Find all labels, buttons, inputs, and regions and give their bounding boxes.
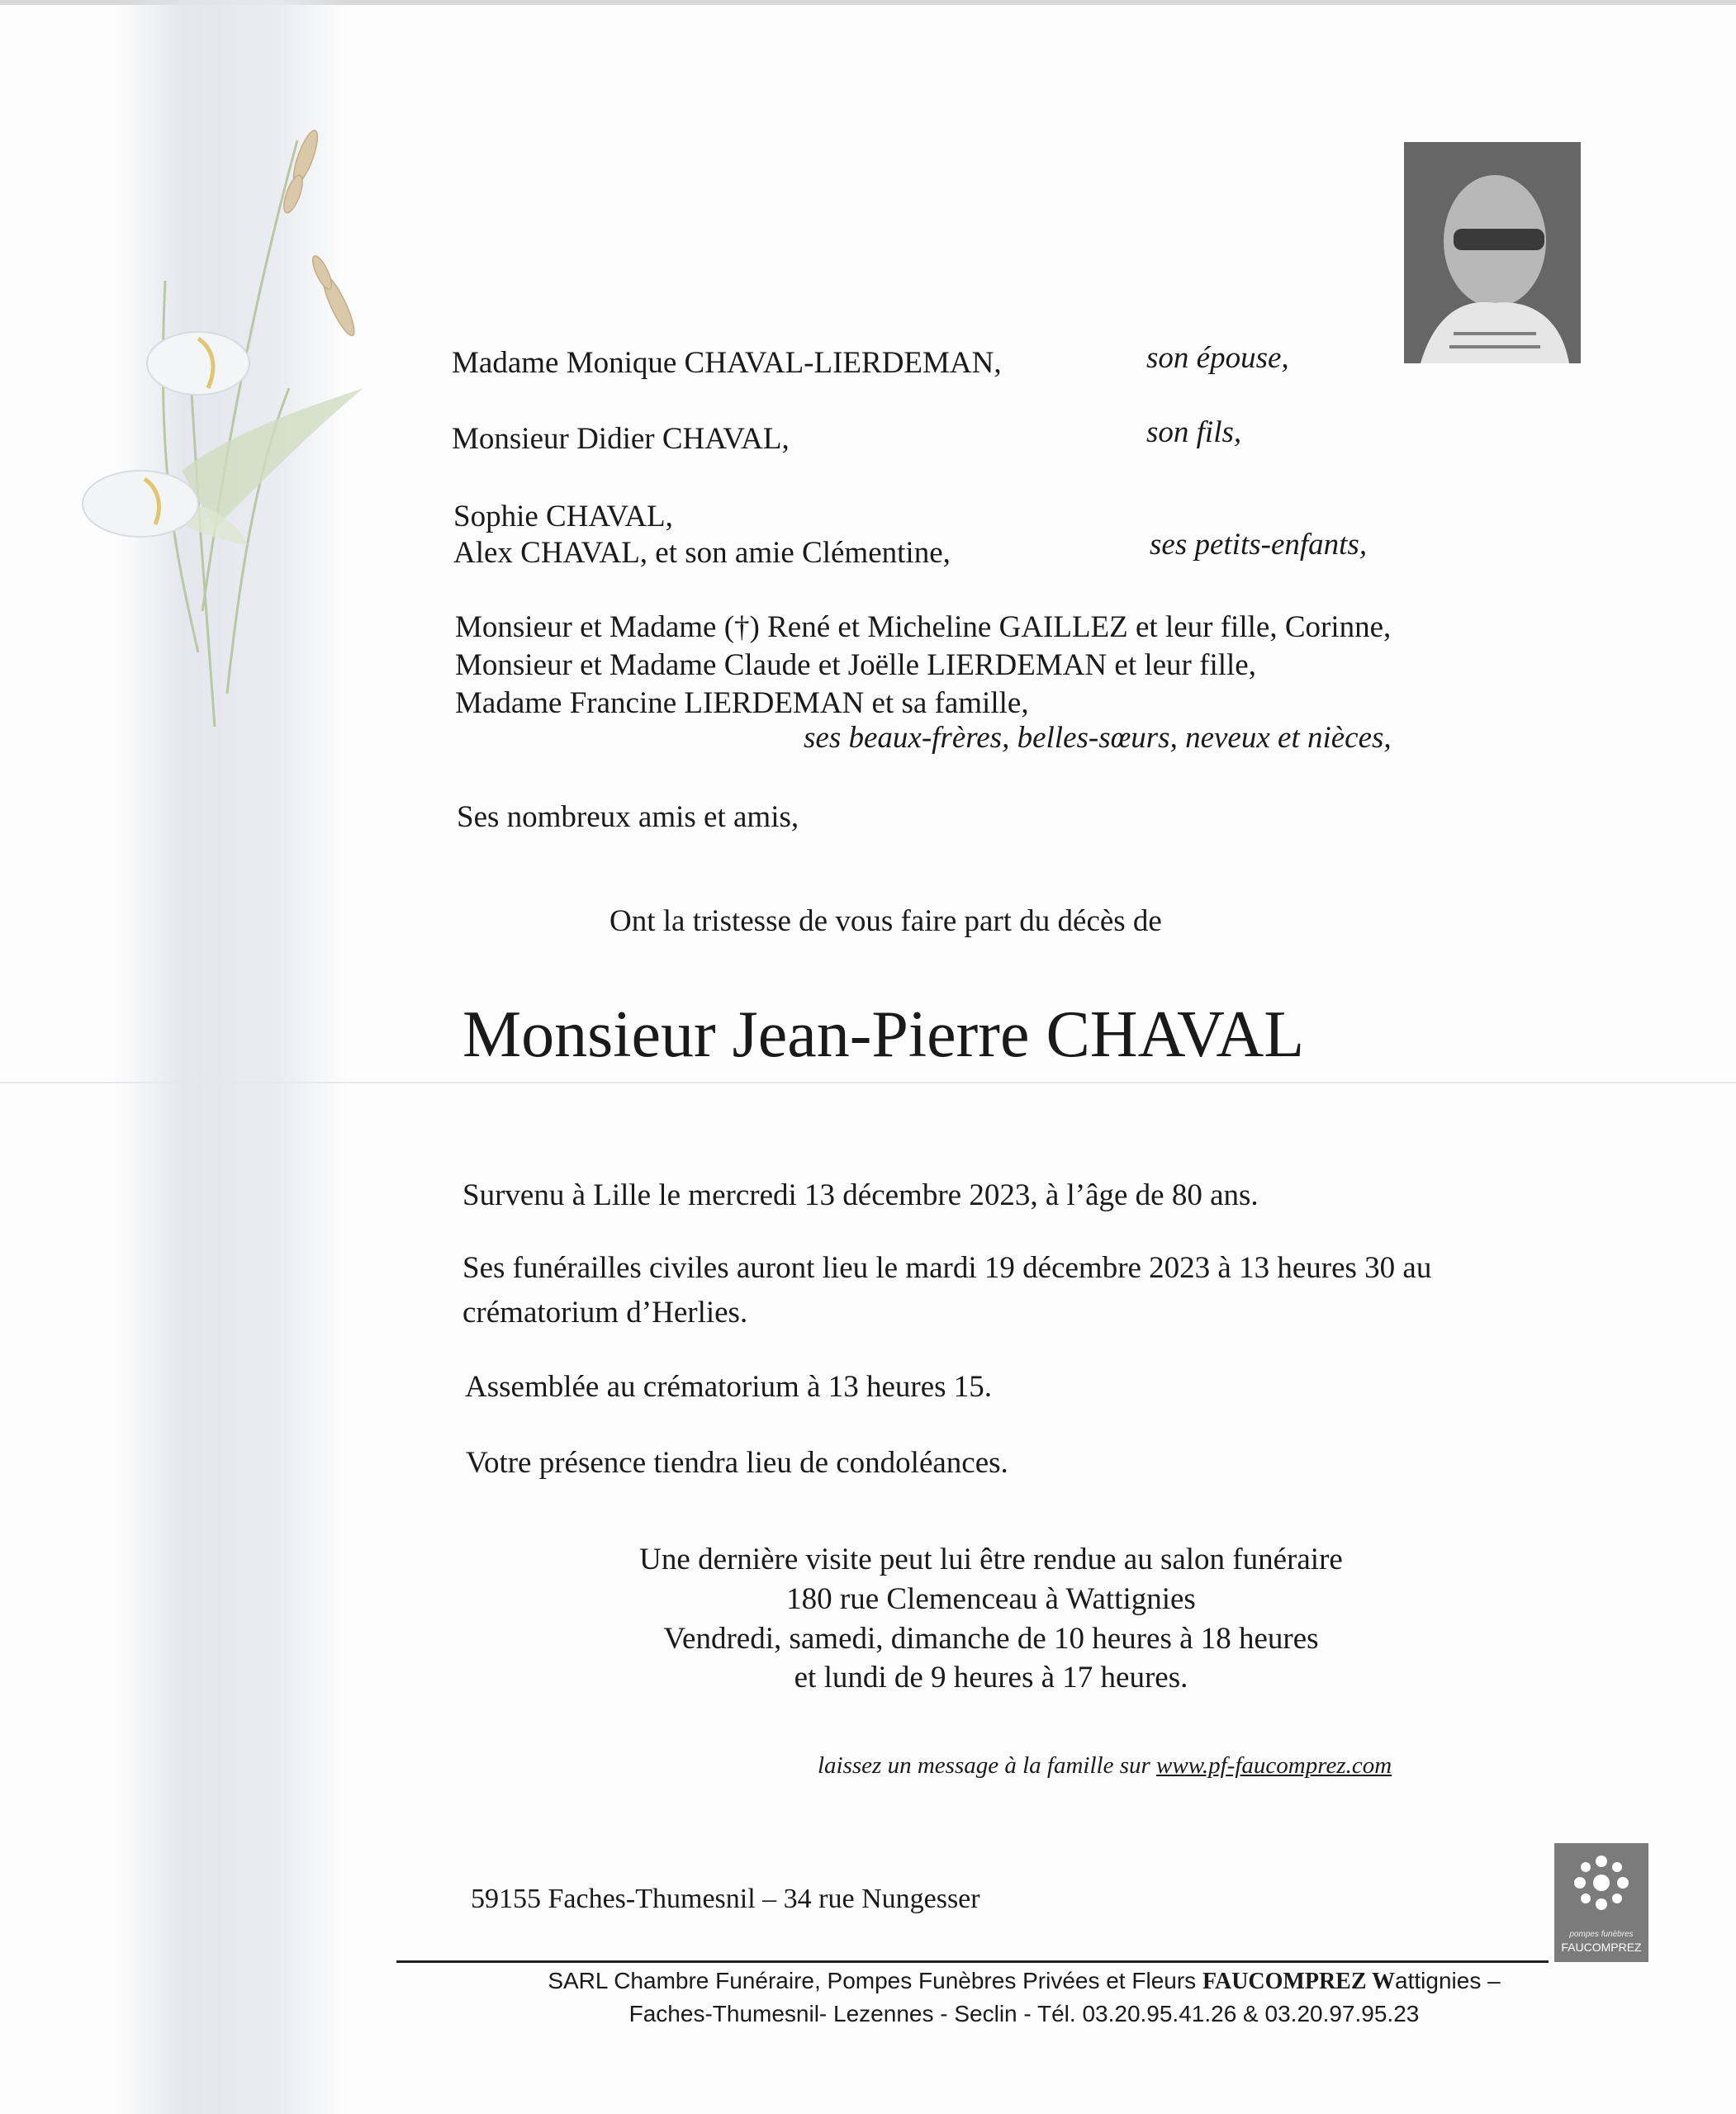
calla-lily-illustration xyxy=(58,116,405,743)
website-link[interactable]: www.pf-faucomprez.com xyxy=(1156,1752,1392,1779)
condolences-note: Votre présence tiendra lieu de condoléances. xyxy=(466,1446,1008,1480)
inlaws-relation: ses beaux-frères, belles-sœurs, neveux et nièces, xyxy=(804,721,1392,755)
deceased-name: Monsieur Jean-Pierre CHAVAL xyxy=(462,998,1305,1071)
message-note xyxy=(818,1747,1392,1784)
visit-line-2: 180 rue Clemenceau à Wattignies xyxy=(786,1582,1196,1616)
friends-line: Ses nombreux amis et amis, xyxy=(457,800,799,834)
footer-brand: FAUCOMPREZ W xyxy=(1202,1969,1396,1994)
logo-tagline: pompes funèbres xyxy=(1569,1930,1634,1939)
grandchild-1: Sophie CHAVAL, xyxy=(453,500,673,533)
footer-line-1 xyxy=(462,1965,1586,1998)
spouse-name: Madame Monique CHAVAL-LIERDEMAN, xyxy=(452,346,1002,380)
inlaws-line-1: Monsieur et Madame (†) René et Micheline GAILLEZ et leur fille, Corinne, xyxy=(455,610,1392,644)
fold-line xyxy=(0,1082,1736,1083)
portrait-photo xyxy=(1404,142,1581,363)
inlaws-line-2: Monsieur et Madame Claude et Joëlle LIERDEMAN et leur fille, xyxy=(455,648,1256,682)
faucomprez-logo xyxy=(1554,1843,1648,1962)
son-name: Monsieur Didier CHAVAL, xyxy=(452,422,790,456)
address-line: 59155 Faches-Thumesnil – 34 rue Nungesser xyxy=(471,1884,980,1914)
footer-city: attignies – xyxy=(1395,1968,1501,1993)
visit-line-3: Vendredi, samedi, dimanche de 10 heures à 18 heures xyxy=(663,1622,1319,1656)
assembly-time: Assemblée au crématorium à 13 heures 15. xyxy=(465,1370,993,1404)
funeral-line-2: crématorium d’Herlies. xyxy=(462,1296,748,1330)
visit-line-1: Une dernière visite peut lui être rendue au salon funéraire xyxy=(639,1543,1343,1576)
son-relation: son fils, xyxy=(1146,415,1242,449)
death-details: Survenu à Lille le mercredi 13 décembre 2023, à l’âge de 80 ans. xyxy=(462,1178,1259,1212)
flower-logo-icon xyxy=(1554,1843,1648,1926)
logo-brand: FAUCOMPREZ xyxy=(1561,1941,1642,1954)
visit-line-4: et lundi de 9 heures à 17 heures. xyxy=(794,1661,1188,1695)
grandchild-2: Alex CHAVAL, et son amie Clémentine, xyxy=(453,536,951,570)
announcement: Ont la tristesse de vous faire part du décès de xyxy=(609,904,1162,938)
message-prefix: laissez un message à la famille sur xyxy=(818,1752,1157,1779)
inlaws-line-3: Madame Francine LIERDEMAN et sa famille, xyxy=(455,686,1029,720)
grandchildren-relation: ses petits-enfants, xyxy=(1150,528,1368,562)
footer-company-desc: SARL Chambre Funéraire, Pompes Funèbres Privées et Fleurs xyxy=(548,1968,1202,1993)
footer-rule xyxy=(396,1960,1549,1963)
footer-line-2: Faches-Thumesnil- Lezennes - Seclin - Tél. 03.20.95.41.26 & 03.20.97.95.23 xyxy=(628,2001,1420,2026)
spouse-relation: son épouse, xyxy=(1146,341,1289,375)
funeral-line-1: Ses funérailles civiles auront lieu le mardi 19 décembre 2023 à 13 heures 30 au xyxy=(462,1251,1432,1285)
